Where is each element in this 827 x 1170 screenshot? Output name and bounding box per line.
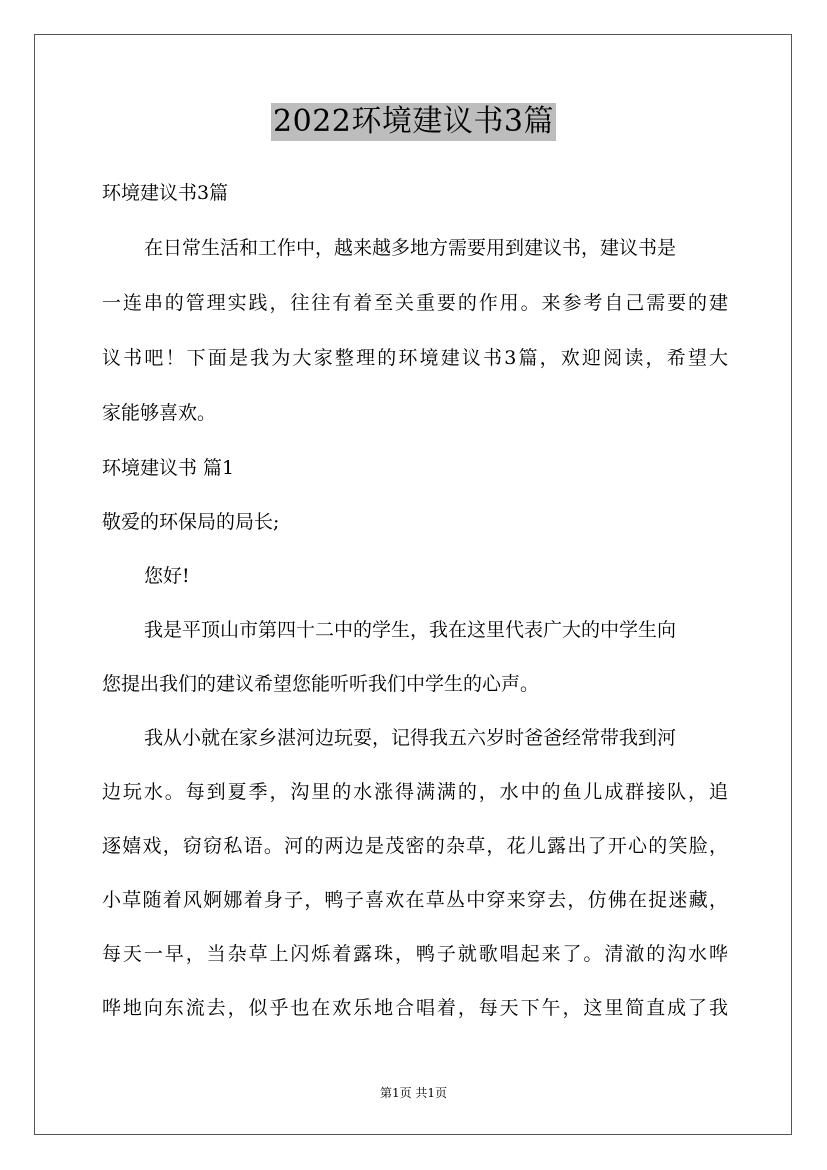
paragraph-line: 边玩水。每到夏季，沟里的水涨得满满的，水中的鱼儿成群接队，追	[102, 781, 728, 803]
document-title: 2022环境建议书3篇	[273, 104, 554, 139]
intro-line: 一连串的管理实践，往往有着至关重要的作用。来参考自己需要的建	[102, 292, 728, 314]
paragraph-line: 每天一早，当杂草上闪烁着露珠，鸭子就歌唱起来了。清澈的沟水哗	[102, 943, 728, 965]
paragraph-line: 哗地向东流去，似乎也在欢乐地合唱着，每天下午，这里简直成了我	[102, 997, 728, 1019]
page-footer: 第1页 共1页	[379, 1086, 448, 1100]
paragraph-line: 我是平顶山市第四十二中的学生，我在这里代表广大的中学生向	[144, 619, 677, 641]
intro-line: 在日常生活和工作中，越来越多地方需要用到建议书，建议书是	[144, 237, 677, 259]
document-subtitle: 环境建议书3篇	[102, 182, 229, 204]
paragraph-line: 我从小就在家乡湛河边玩耍，记得我五六岁时爸爸经常带我到河	[144, 727, 677, 749]
salutation: 敬爱的环保局的局长;	[102, 511, 280, 533]
intro-line: 家能够喜欢。	[102, 402, 217, 424]
title-container	[0, 103, 827, 141]
paragraph-line: 逐嬉戏，窃窃私语。河的两边是茂密的杂草，花儿露出了开心的笑脸，	[102, 835, 728, 857]
paragraph-line: 小草随着风婀娜着身子，鸭子喜欢在草丛中穿来穿去，仿佛在捉迷藏，	[102, 889, 728, 911]
greeting: 您好!	[144, 565, 190, 587]
intro-line: 议书吧！下面是我为大家整理的环境建议书3篇，欢迎阅读，希望大	[102, 347, 728, 369]
paragraph-line: 您提出我们的建议希望您能听听我们中学生的心声。	[102, 673, 540, 695]
section-heading: 环境建议书 篇1	[102, 457, 235, 479]
